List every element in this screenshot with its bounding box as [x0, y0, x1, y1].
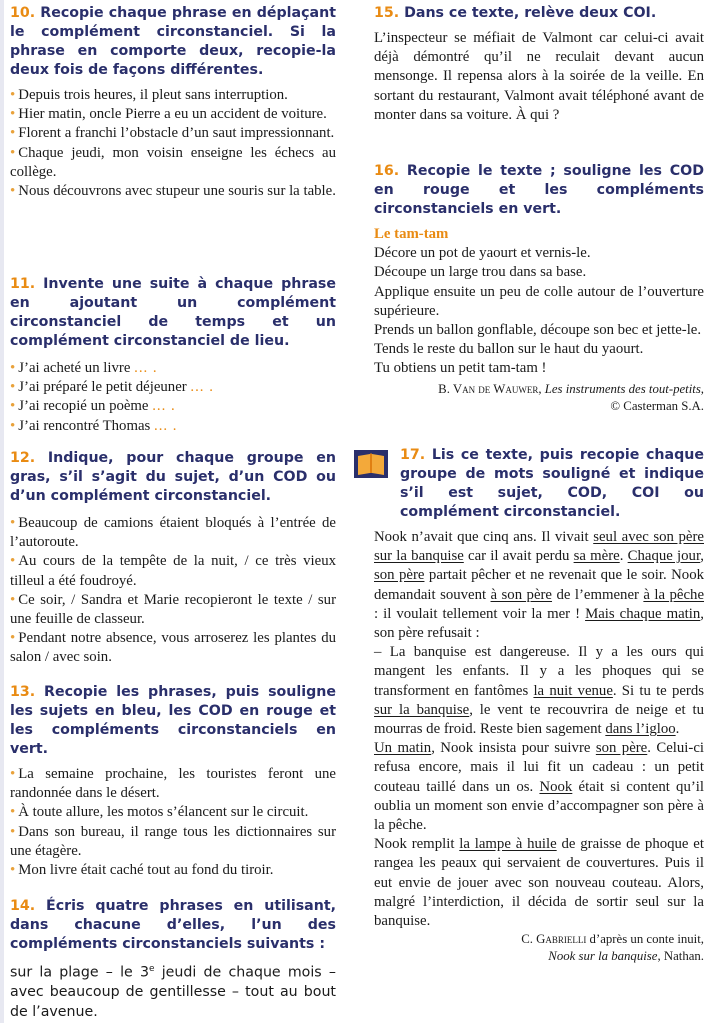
- exercise-13: [10, 683, 336, 880]
- exercise-number: 11.: [10, 276, 36, 292]
- bullet-icon: •: [10, 515, 16, 531]
- instruction-text: Indique, pour chaque groupe en gras, s’il s’agit du sujet, d’un COD ou d’un complément circonstanciel.: [10, 450, 336, 504]
- sentence-list: [10, 359, 336, 436]
- exercise-12-title: [10, 449, 336, 506]
- exercise-13-title: [10, 683, 336, 759]
- list-item: • Pendant notre absence, vous arroserez les plantes du salon / avec soin.: [10, 630, 336, 666]
- instruction-text: Recopie chaque phrase en déplaçant le complément circonstanciel. Si la phrase en comporte deux, recopie-la deux fois de façons différentes.: [10, 5, 336, 78]
- exercise-14-title: [10, 897, 336, 954]
- story-text: Nook n’avait que cinq ans. Il vivait seul avec son père sur la banquise car il avait perdu sa mère. Chaque jour, son père partait pêcher et ne revenait que le soir. Nook demandait souvent à son père de l’emmener à la pêche : il voulait tellement voir la mer ! Mais chaque matin, son père refusait : – La banquise est dangereuse. Il y a les ours qui mangent les enfants. Il y a les phoques qui se transforment en fantômes la nuit venue. Si tu te perds sur la banquise, le vent te recouvrira de neige et tu mourras de froid. Reste bien sagement dans l’igloo. Un matin, Nook insista pour suivre son père. Celui-ci refusa encore, mais il lui fit un cadeau : un petit couteau taillé dans un os. Nook était si content qu’il oublia un moment son envie d’accompagner son père à la pêche. Nook remplit la lampe à huile de graisse de phoque et rangea les peaux qui servaient de couvertures. Puis il eut envie de jouer avec son nouveau couteau. Alors, malgré l’interdiction, il décida de sortir seul sur la banquise.: [374, 529, 705, 930]
- exercise-10: [10, 4, 336, 201]
- list-item: • Florent a franchi l’obstacle d’un saut impressionnant.: [10, 125, 335, 142]
- list-item: • À toute allure, les motos s’élancent sur le circuit.: [10, 804, 309, 821]
- list-item: • Au cours de la tempête de la nuit, / ce très vieux tilleul a été foudroyé.: [10, 553, 336, 589]
- list-item: • Chaque jeudi, mon voisin enseigne les échecs au collège.: [10, 144, 336, 180]
- exercise-number: 17.: [400, 447, 426, 463]
- bullet-icon: •: [10, 591, 16, 608]
- instruction-text: Invente une suite à chaque phrase en ajoutant un complément circonstanciel de temps et un complément circonstanciel de lieu.: [10, 276, 336, 349]
- exercise-number: 10.: [10, 5, 36, 21]
- bullet-icon: •: [10, 823, 16, 840]
- bullet-icon: •: [10, 360, 16, 376]
- list-item: • Beaucoup de camions étaient bloqués à l’entrée de l’autoroute.: [10, 515, 336, 551]
- publisher-credit: © Casterman S.A.: [610, 398, 704, 413]
- poem-line: Découpe un large trou dans sa base.: [374, 264, 587, 281]
- bullet-icon: •: [10, 766, 16, 782]
- exercise-16-title: [374, 162, 704, 219]
- bullet-icon: •: [10, 106, 16, 123]
- exercise-15: [374, 4, 704, 125]
- bullet-icon: •: [10, 804, 16, 821]
- exercise-15-text: L’inspecteur se méfiait de Valmont car celui-ci avait déjà démontré qu’il ne reculait devant aucun mensonge. Il repensa alors à la soirée de la veille. En sortant du restaurant, Valmont avait téléphoné avant de monter dans sa voiture. À qui ?: [374, 30, 704, 123]
- source-credit: C. Gabrielli d’après un conte inuit,: [521, 932, 704, 947]
- bullet-icon: •: [10, 379, 16, 396]
- exercise-number: 15.: [374, 5, 400, 21]
- exercise-15-title: [374, 4, 704, 23]
- list-item: • Nous découvrons avec stupeur une souris sur la table.: [10, 183, 336, 200]
- bullet-icon: •: [10, 125, 16, 142]
- list-item: • Ce soir, / Sandra et Marie recopieront le texte / sur une feuille de classeur.: [10, 591, 336, 628]
- list-item: • Hier matin, oncle Pierre a eu un accident de voiture.: [10, 106, 327, 123]
- list-item: • Dans son bureau, il range tous les dictionnaires sur une étagère.: [10, 823, 336, 859]
- list-item: • Depuis trois heures, il pleut sans interruption.: [10, 87, 288, 103]
- list-item: • J’ai rencontré Thomas ... .: [10, 417, 178, 434]
- exercise-number: 12.: [10, 450, 36, 466]
- exercise-number: 13.: [10, 684, 36, 700]
- instruction-text: Lis ce texte, puis recopie chaque groupe de mots souligné et indique s’il est sujet, COD, COI ou complément circonstanciel.: [400, 447, 704, 520]
- sentence-list: [10, 765, 336, 880]
- bullet-icon: •: [10, 87, 16, 103]
- exercise-14: [10, 897, 336, 1022]
- exercise-17: [374, 446, 704, 965]
- publisher-credit: Nook sur la banquise, Nathan.: [548, 949, 704, 964]
- sentence-list: [10, 86, 336, 201]
- exercise-number: 14.: [10, 898, 36, 914]
- bullet-icon: •: [10, 553, 16, 570]
- exercise-10-title: [10, 4, 336, 80]
- exercise-12: [10, 449, 336, 668]
- poem-line: Applique ensuite un peu de colle autour de l’ouverture supérieure.: [374, 283, 704, 319]
- list-item: • J’ai recopié un poème ... .: [10, 398, 176, 415]
- poem-line: Prends un ballon gonflable, découpe son bec et jette-le.: [374, 322, 702, 339]
- bullet-icon: •: [10, 630, 16, 647]
- exercise-17-title: [374, 446, 704, 522]
- poem-title: Le tam-tam: [374, 226, 449, 242]
- exercise-16: [374, 162, 704, 415]
- list-item: • Mon livre était caché tout au fond du tiroir.: [10, 862, 274, 879]
- exercise-11-title: [10, 275, 336, 351]
- instruction-text: Recopie le texte ; souligne les COD en rouge et les compléments circonstanciels en vert.: [374, 163, 704, 217]
- sentence-list: [10, 514, 336, 668]
- instruction-text: Écris quatre phrases en utilisant, dans chacune d’elles, l’un des compléments circonstanciels suivants :: [10, 898, 336, 952]
- bullet-icon: •: [10, 398, 16, 415]
- bullet-icon: •: [10, 183, 16, 200]
- complement-list: sur la plage – le 3e jeudi de chaque mois – avec beaucoup de gentillesse – tout au bout de l’avenue.: [10, 964, 336, 1020]
- list-item: • J’ai préparé le petit déjeuner ... .: [10, 379, 214, 396]
- poem-line: Tends le reste du ballon sur le haut du yaourt.: [374, 341, 644, 358]
- exercise-11: [10, 275, 336, 436]
- bullet-icon: •: [10, 417, 16, 434]
- exercise-number: 16.: [374, 163, 400, 179]
- poem-line: Tu obtiens un petit tam-tam !: [374, 360, 547, 377]
- poem-line: Décore un pot de yaourt et vernis-le.: [374, 245, 591, 262]
- bullet-icon: •: [10, 144, 16, 161]
- list-item: • J’ai acheté un livre ... .: [10, 360, 158, 376]
- instruction-text: Dans ce texte, relève deux COI.: [404, 5, 657, 21]
- list-item: • La semaine prochaine, les touristes feront une randonnée dans le désert.: [10, 766, 336, 802]
- source-credit: B. Van de Wauwer, Les instruments des tout-petits,: [438, 381, 704, 396]
- instruction-text: Recopie les phrases, puis souligne les sujets en bleu, les COD en rouge et les compléments circonstanciels en vert.: [10, 684, 336, 757]
- bullet-icon: •: [10, 862, 16, 879]
- page-edge-strip: [0, 0, 4, 1023]
